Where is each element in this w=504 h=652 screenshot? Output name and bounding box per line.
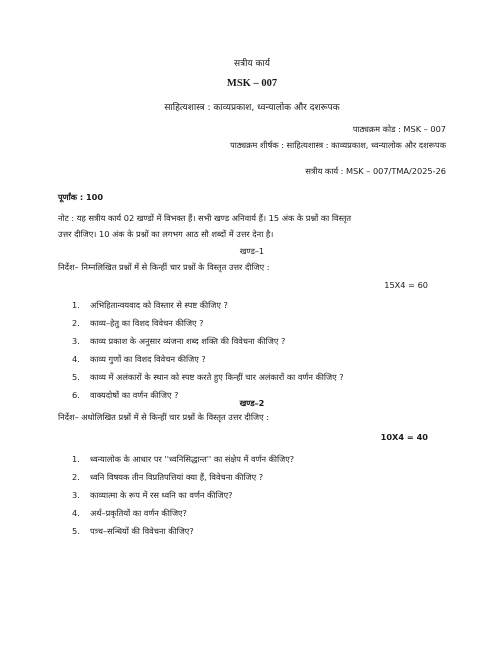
question-item: [72, 504, 294, 522]
question-text: ध्वन्यालोक के आधार पर ''ध्वनिसिद्धान्त'' का संक्षेप में वर्णन कीजिए?: [90, 454, 295, 464]
question-item: [72, 296, 344, 314]
page-title: सत्रीय कार्य: [234, 59, 270, 69]
question-number: 3.: [72, 336, 80, 346]
question-number: 2.: [72, 472, 80, 482]
question-number: 5.: [72, 372, 80, 382]
question-text: काव्य गुणों का विशद विवेचन कीजिए ?: [90, 354, 206, 364]
question-number: 6.: [72, 390, 80, 400]
question-item: [72, 468, 294, 486]
question-list: [72, 450, 294, 540]
section-instruction: निर्देश– निम्नलिखित प्रश्नों में से किन्हीं चार प्रश्नों के विस्तृत उत्तर दीजिए :: [58, 262, 270, 272]
subject-title: साहित्यशास्त्र : काव्यप्रकाश, ध्वन्यालोक और दशरूपक: [164, 103, 340, 113]
question-number: 5.: [72, 526, 80, 536]
note-line: उत्तर दीजिए। 10 अंक के प्रश्नों का लगभग आठ सौ शब्दों में उत्तर देना है।: [58, 229, 274, 239]
total-marks: पूर्णांक : 100: [58, 192, 104, 202]
course-code-line: पाठ्यक्रम कोड : MSK – 007: [352, 124, 446, 134]
question-number: 1.: [72, 454, 80, 464]
question-number: 4.: [72, 354, 80, 364]
question-number: 3.: [72, 490, 80, 500]
section-heading: खण्ड–2: [239, 398, 265, 408]
question-text: काव्य में अलंकारों के स्थान को स्पष्ट करते हुए किन्हीं चार अलंकारों का वर्णन कीजिए ?: [90, 372, 344, 382]
section-instruction: निर्देश– अधोलिखित प्रश्नों में से किन्हीं चार प्रश्नों के विस्तृत उत्तर दीजिए :: [58, 412, 269, 422]
question-list: [72, 296, 344, 404]
question-item: [72, 332, 344, 350]
question-text: पत्र्च–सन्धियों की विवेचना कीजिए?: [90, 526, 194, 536]
note-paragraph: [58, 210, 448, 242]
course-code-heading: MSK – 007: [226, 78, 278, 89]
question-text: काव्य–हेतु का विशद विवेचन कीजिए ?: [90, 318, 204, 328]
question-item: [72, 368, 344, 386]
question-text: अभिहितान्वयवाद को विस्तार से स्पष्ट कीजिए ?: [90, 300, 228, 310]
section-marks: 15X4 = 60: [384, 280, 428, 290]
note-line: नोट : यह सत्रीय कार्य 02 खण्डों में विभक्त हैं। सभी खण्ड अनिवार्य हैं। 15 अंक के प्रश्नों का विस्तृत: [58, 213, 352, 223]
question-text: ध्वनि विषयक तीन विप्रतिपत्तियां क्या हैं, विवेचना कीजिए ?: [90, 472, 264, 482]
question-item: [72, 314, 344, 332]
question-item: [72, 486, 294, 504]
question-item: [72, 522, 294, 540]
question-item: [72, 450, 294, 468]
question-text: काव्यात्मा के रूप में रस ध्वनि का वर्णन कीजिए?: [90, 490, 233, 500]
question-text: वाक्यदोषों का वर्णन कीजिए ?: [90, 390, 179, 400]
question-number: 1.: [72, 300, 80, 310]
question-item: [72, 350, 344, 368]
section-heading: खण्ड–1: [239, 246, 265, 256]
question-number: 2.: [72, 318, 80, 328]
course-title-line: पाठ्यक्रम शीर्षक : साहित्यशास्त्र : काव्यप्रकाश, ध्वन्यालोक और दशरूपक: [230, 140, 446, 150]
question-text: अर्थ–प्रकृतियों का वर्णन कीजिए?: [90, 508, 187, 518]
assignment-code-line: सत्रीय कार्य : MSK – 007/TMA/2025-26: [305, 166, 446, 176]
question-number: 4.: [72, 508, 80, 518]
question-text: काव्य प्रकाश के अनुसार व्यंजना शब्द शक्ति की विवेचना कीजिए ?: [90, 336, 286, 346]
section-marks: 10X4 = 40: [380, 432, 428, 442]
